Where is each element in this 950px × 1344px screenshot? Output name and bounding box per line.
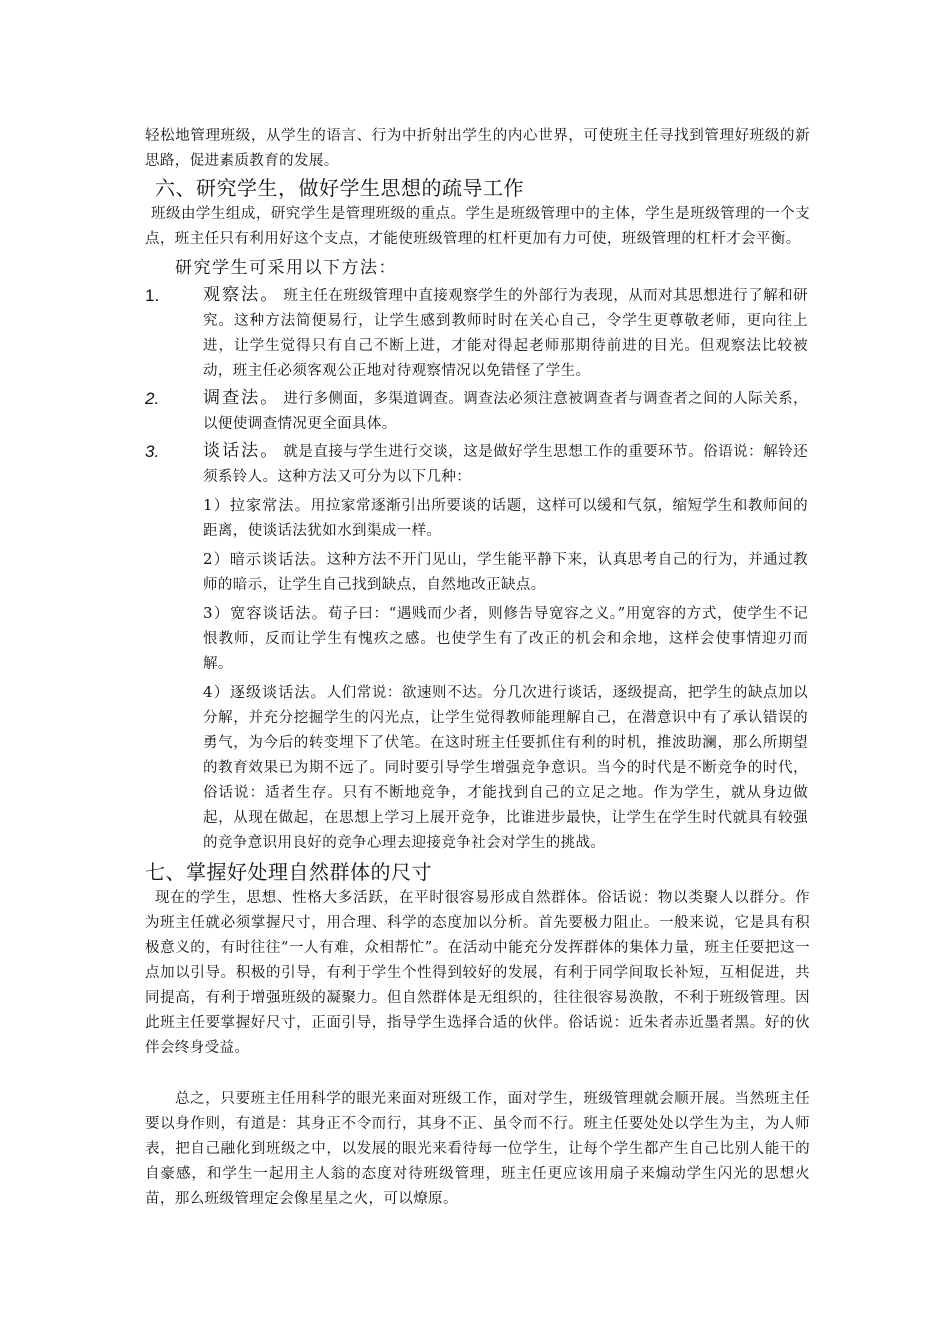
method-text: 就是直接与学生进行交谈，这是做好学生思想工作的重要环节。俗语说：解铃还须系铃人。这种方法又可分为以下几种：	[203, 444, 809, 485]
subitem-text: 人们常说：欲速则不达。分几次进行谈话，逐级提高，把学生的缺点加以分解，并充分挖掘学生的闪光点，让学生觉得教师能理解自己，在潜意识中有了承认错误的勇气，为今后的转变埋下了伏笔。在这时班主任要抓住有利的时机，推波助澜，那么所期望的教育效果已为期不远了。同时要引导学生增强竞争意识。当今的时代是不断竞争的时代，俗话说：适者生存。只有不断地竞争，才能找到自己的立足之地。作为学生，就从身边做起，从现在做起，在思想上学习上展开竞争，比谁进步最快，让学生在学生时代就具有较强的竞争意识用良好的竞争心理去迎接竞争社会对学生的挑战。	[203, 685, 809, 851]
method-text: 进行多侧面，多渠道调查。调查法必须注意被调查者与调查者之间的人际关系，以便使调查情况更全面具体。	[203, 391, 809, 432]
section-6-paragraph: 班级由学生组成，研究学生是管理班级的重点。学生是班级管理中的主体，学生是班级管理的一个支点，班主任只有利用好这个支点，才能使班级管理的杠杆更加有力可使，班级管理的杠杆才会平衡。	[145, 206, 810, 247]
subitem-term: 1）拉家常法。	[203, 496, 311, 514]
subitem-term: 2）暗示谈话法。	[203, 550, 327, 568]
subitem-text: 这种方法不开门见山，学生能平静下来，认真思考自己的行为，并通过教师的暗示，让学生自己找到缺点，自然地改正缺点。	[203, 552, 809, 593]
subitem-hint	[203, 547, 808, 598]
subitem-term: 3）宽容谈话法。	[203, 604, 328, 622]
method-body	[203, 386, 808, 437]
method-text: 班主任在班级管理中直接观察学生的外部行为表现，从而对其思想进行了解和研究。这种方法简便易行，让学生感到教师时时在关心自己，令学生更尊敬老师，更向往上进，让学生觉得只有自己不断上进，才能对得起老师那期待前进的目光。但观察法比较被动，班主任必须客观公正地对待观察情况以免错怪了学生。	[203, 288, 809, 379]
subitem-term: 4）逐级谈话法。	[203, 683, 327, 701]
method-number: 2.	[145, 389, 160, 408]
document-page	[145, 124, 810, 1212]
summary-paragraph: 总之，只要班主任用科学的眼光来面对班级工作，面对学生，班级管理就会顺开展。当然班主任要以身作则，有道是：其身正不令而行，其身不正、虽令而不行。班主任要处处以学生为主，为人师表，把自己融化到班级之中，以发展的眼光来看待每一位学生，让每个学生都产生自己比别人能干的自豪感，和学生一起用主人翁的态度对待班级管理，班主任更应该用扇子来煽动学生闪光的思想火苗，那么班级管理定会像星星之火，可以燎原。	[145, 1091, 810, 1207]
method-item-observation	[145, 283, 810, 384]
method-number: 3.	[145, 442, 160, 461]
intro-paragraph: 轻松地管理班级，从学生的语言、行为中折射出学生的内心世界，可使班主任寻找到管理好班级的新思路，促进素质教育的发展。	[145, 128, 810, 169]
subitem-stepwise	[203, 680, 808, 856]
method-body	[203, 283, 808, 384]
subitem-text: 用拉家常逐渐引出所要谈的话题，这样可以缓和气氛，缩短学生和教师间的距离，使谈话法犹如水到渠成一样。	[203, 498, 809, 539]
section-7-heading: 七、掌握好处理自然群体的尺寸	[145, 860, 432, 884]
method-term: 谈话法。	[203, 441, 280, 461]
method-term: 观察法。	[203, 285, 280, 305]
methods-intro: 研究学生可采用以下方法：	[175, 258, 397, 278]
subitem-tolerance	[203, 601, 808, 677]
method-body	[203, 439, 808, 856]
paragraph-gap	[145, 1061, 810, 1087]
subitem-text: 荀子曰：“遇贱而少者，则修告导宽容之义。”用宽容的方式，使学生不记恨教师，反而让学生有愧疚之感。也使学生有了改正的机会和余地，这样会使事情迎刃而解。	[203, 606, 808, 672]
method-number: 1.	[145, 286, 160, 305]
method-term: 调查法。	[203, 388, 280, 408]
section-7-paragraph: 现在的学生，思想、性格大多活跃，在平时很容易形成自然群体。俗话说：物以类聚人以群分。作为班主任就必须掌握尺寸，用合理、科学的态度加以分析。首先要极力阻止。一般来说，它是具有积极意义的，有时往往“一人有难，众相帮忙”。在活动中能充分发挥群体的集体力量，班主任要把这一点加以引导。积极的引导，有利于学生个性得到较好的发展，有利于同学间取长补短，互相促进，共同提高，有利于增强班级的凝聚力。但自然群体是无组织的，往往很容易涣散，不利于班级管理。因此班主任要掌握好尺寸，正面引导，指导学生选择合适的伙伴。俗话说：近朱者赤近墨者黑。好的伙伴会终身受益。	[145, 890, 810, 1056]
method-item-survey	[145, 386, 810, 437]
method-item-conversation	[145, 439, 810, 856]
section-6-heading: 六、研究学生，做好学生思想的疏导工作	[155, 176, 524, 200]
subitem-chat	[203, 493, 808, 544]
